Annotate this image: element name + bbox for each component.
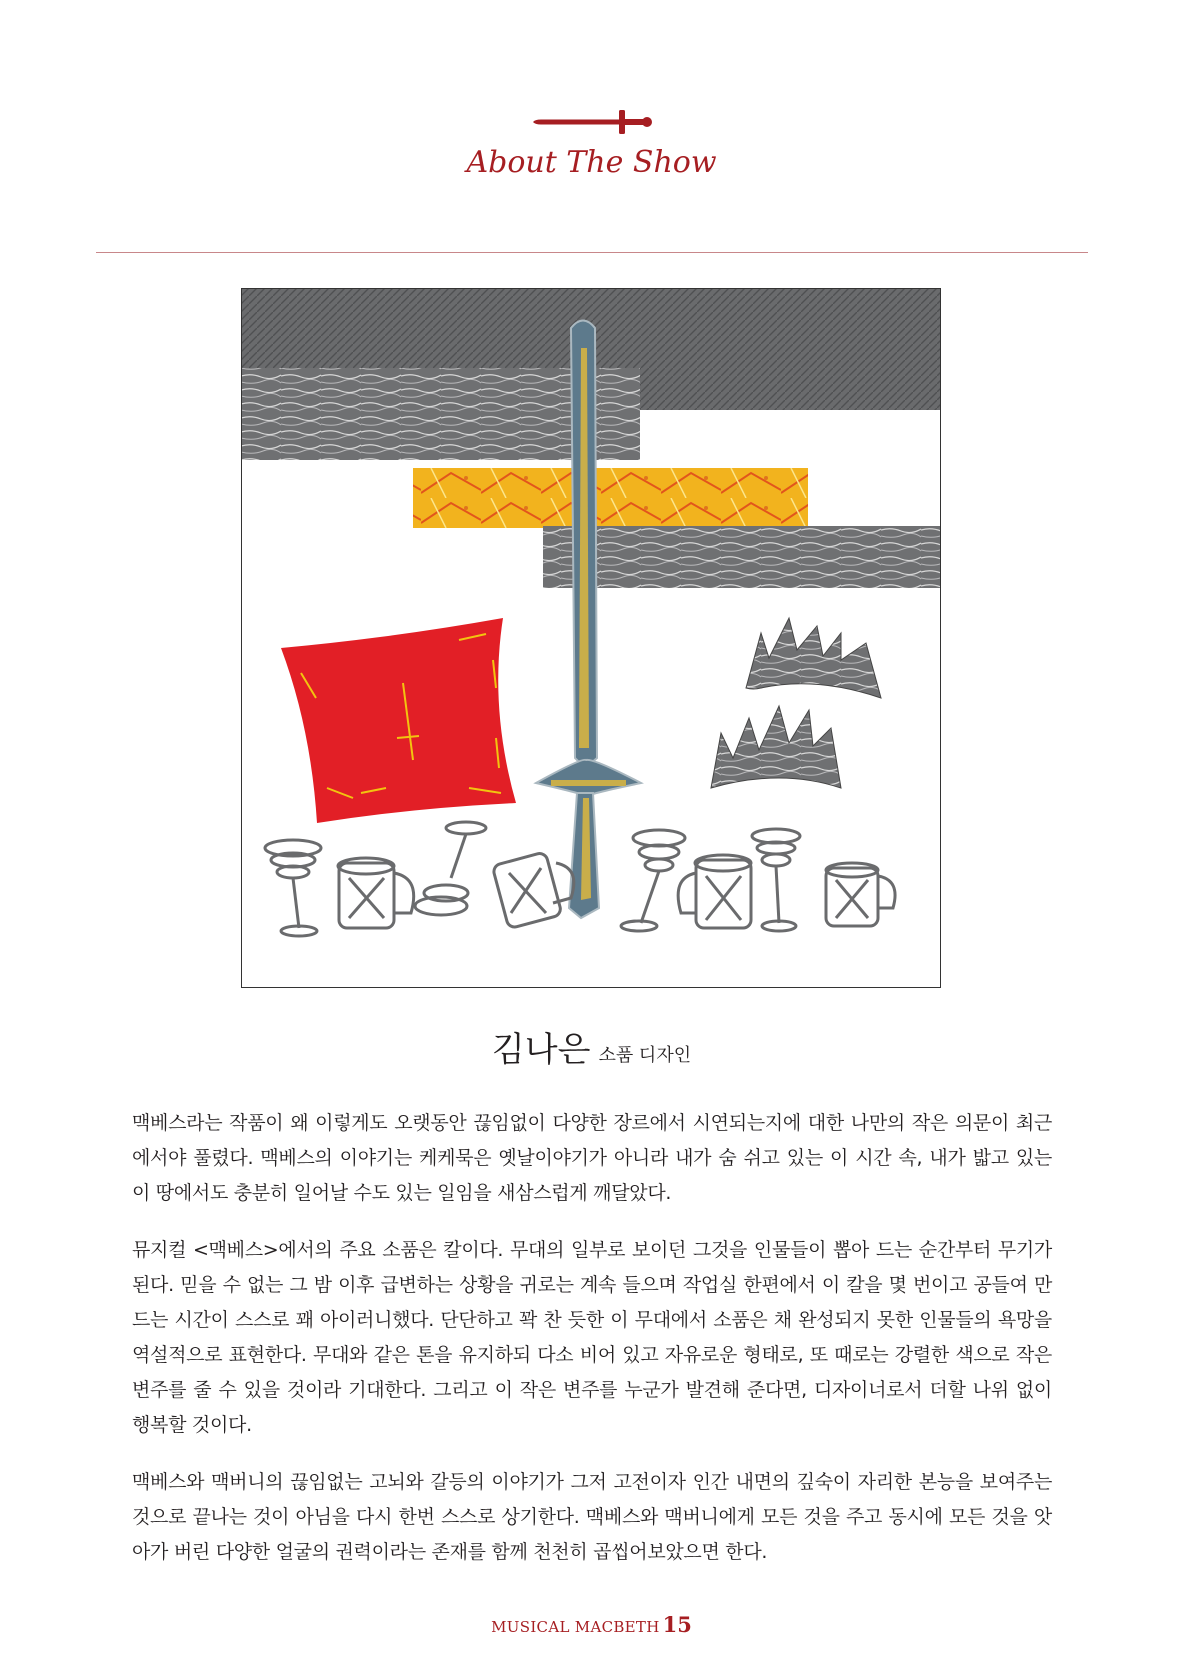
sword-icon (531, 108, 655, 136)
essay-body (132, 1106, 1052, 1592)
divider (96, 252, 1088, 253)
paragraph: 맥베스와 맥버니의 끊임없는 고뇌와 갈등의 이야기가 그저 고전이자 인간 내면의 깊숙이 자리한 본능을 보여주는 것으로 끝나는 것이 아님을 다시 한번 스스로 상기한다. 맥베스와 맥버니에게 모든 것을 주고 동시에 모든 것을 앗아가 버린 다양한 얼굴의 권력이라는 존재를 함께 천천히 곱씹어보았으면 한다. (132, 1471, 1052, 1563)
page-footer (0, 1612, 1183, 1637)
paragraph: 뮤지컬 <맥베스>에서의 주요 소품은 칼이다. 무대의 일부로 보이던 그것을 인물들이 뽑아 드는 순간부터 무기가 된다. 믿을 수 없는 그 밤 이후 급변하는 상황을 귀로는 계속 들으며 작업실 한편에서 이 칼을 몇 번이고 공들여 만드는 시간이 스스로 꽤 아이러니했다. 단단하고 꽉 찬 듯한 이 무대에서 소품은 채 완성되지 못한 인물들의 욕망을 역설적으로 표현한다. 무대와 같은 톤을 유지하되 다소 비어 있고 자유로운 형태로, 또 때로는 강렬한 색으로 작은 변주를 줄 수 있을 것이라 기대한다. 그리고 이 작은 변주를 누군가 발견해 준다면, 디자이너로서 더할 나위 없이 행복할 것이다. (132, 1239, 1052, 1436)
designer-role: 소품 디자인 (598, 1045, 692, 1066)
section-title: About The Show (466, 145, 717, 180)
paragraph: 맥베스라는 작품이 왜 이렇게도 오랫동안 끊임없이 다양한 장르에서 시연되는지에 대한 나만의 작은 의문이 최근에서야 풀렸다. 맥베스의 이야기는 케케묵은 옛날이야기가 아니라 내가 숨 쉬고 있는 이 시간 속, 내가 밟고 있는 이 땅에서도 충분히 일어날 수도 있는 일임을 새삼스럽게 깨달았다. (132, 1112, 1052, 1204)
designer-name: 김나은 (491, 1030, 591, 1070)
props-artwork (241, 288, 941, 988)
red-banner-icon (281, 618, 516, 823)
page-number: 15 (662, 1612, 692, 1637)
designer-credit (0, 1022, 1183, 1071)
publication-title: MUSICAL MACBETH (491, 1618, 660, 1636)
